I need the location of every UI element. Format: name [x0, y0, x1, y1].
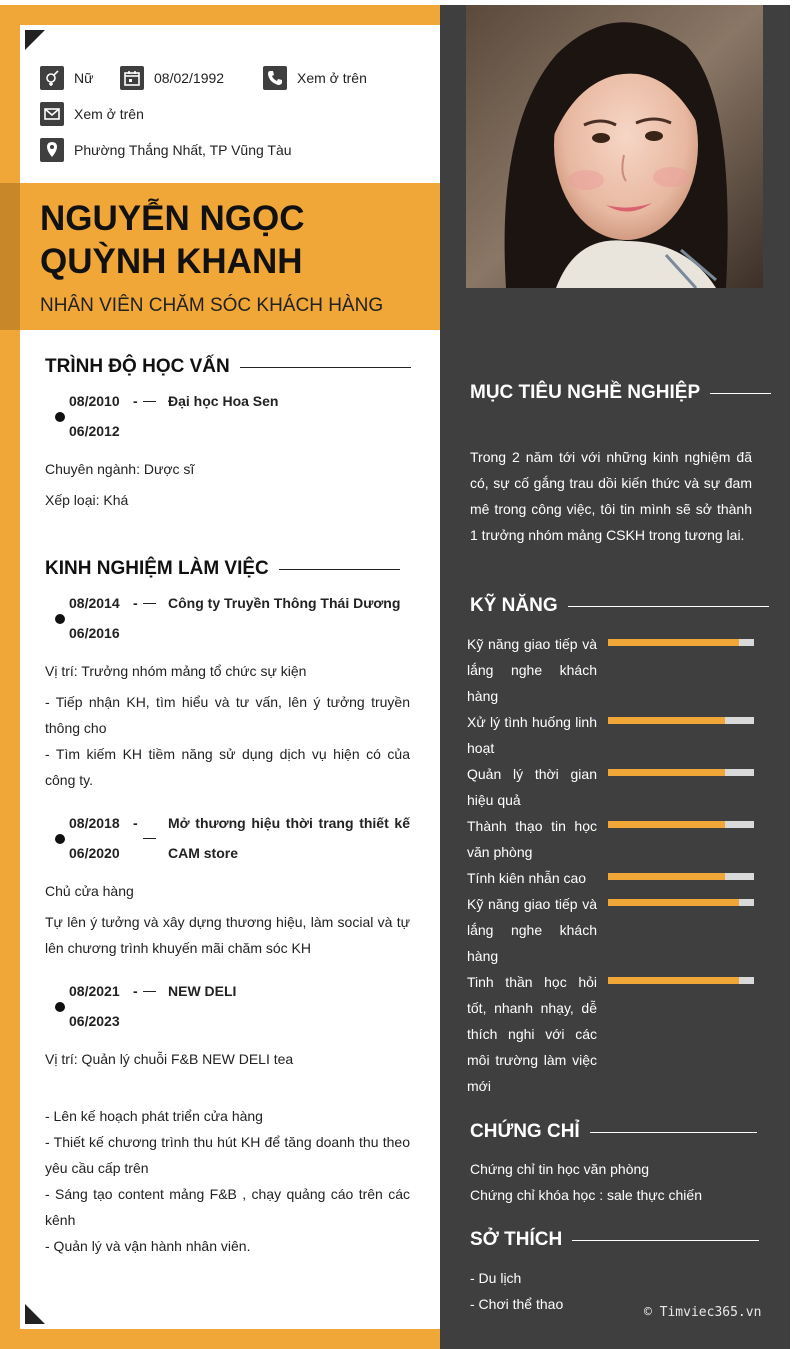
hobbies-title: SỞ THÍCH [470, 1229, 759, 1251]
skill-name: Xử lý tình huống linh hoạt [467, 714, 597, 756]
education-major: Chuyên ngành: Dược sĩ [45, 461, 195, 477]
calendar-icon [120, 66, 144, 90]
entry-end: 06/2016 [69, 625, 120, 641]
hobby-item: - Chơi thể thao [470, 1296, 564, 1312]
entry-start: 08/2014 [69, 595, 120, 611]
entry-start: 08/2010 [69, 393, 120, 409]
experience-3-line: - Quản lý và vận hành nhân viên. [45, 1238, 251, 1254]
entry-dash: - [133, 815, 138, 831]
entry-org: NEW DELI [168, 983, 237, 999]
entry-separator [143, 838, 156, 839]
experience-entry-3 [45, 976, 410, 1036]
birthdate-value: 08/02/1992 [154, 70, 225, 86]
watermark: © Timviec365.vn [644, 1305, 762, 1320]
gender-row [40, 66, 93, 90]
candidate-name: NGUYỄN NGỌC QUỲNH KHANH [40, 199, 305, 281]
certificate-item: Chứng chỉ tin học văn phòng [470, 1161, 650, 1177]
entry-separator [143, 603, 156, 604]
gender-icon [40, 66, 64, 90]
skill-name: Quản lý thời gian hiệu quả [467, 766, 597, 808]
birthdate-row [120, 66, 224, 90]
certificates-title: CHỨNG CHỈ [470, 1121, 757, 1143]
timeline-dot [55, 614, 65, 624]
experience-1-line: Vị trí: Trưởng nhóm mảng tổ chức sự kiện [45, 663, 307, 679]
skills-title: KỸ NĂNG [470, 595, 769, 617]
hobby-item: - Du lịch [470, 1270, 522, 1286]
entry-org: Đại học Hoa Sen [168, 393, 279, 409]
skill-bar-fill [608, 821, 725, 828]
skill-bar-fill [608, 639, 739, 646]
entry-start: 08/2021 [69, 983, 120, 999]
experience-3-line: - Thiết kế chương trình thu hút KH để tăng doanh thu theo yêu cầu cấp trên [45, 1134, 410, 1176]
email-value: Xem ở trên [74, 106, 144, 122]
phone-row [263, 66, 367, 90]
experience-1-line: - Tiếp nhận KH, tìm hiểu và tư vấn, lên ý tưởng truyền thông cho [45, 694, 410, 736]
experience-2-line: Chủ cửa hàng [45, 883, 134, 899]
certificate-item: Chứng chỉ khóa học : sale thực chiến [470, 1187, 702, 1203]
experience-3-line: Vị trí: Quản lý chuỗi F&B NEW DELI tea [45, 1051, 294, 1067]
experience-title: KINH NGHIỆM LÀM VIỆC [45, 558, 400, 580]
email-icon [40, 102, 64, 126]
entry-end: 06/2020 [69, 845, 120, 861]
skill-bar-fill [608, 769, 725, 776]
profile-photo [466, 5, 763, 288]
skill-bar [608, 821, 754, 828]
entry-separator [143, 991, 156, 992]
education-entry [45, 386, 410, 446]
skill-bar [608, 977, 754, 984]
entry-separator [143, 401, 156, 402]
objective-title: MỤC TIÊU NGHỀ NGHIỆP [470, 382, 771, 404]
skill-bar [608, 639, 754, 646]
skill-name: Kỹ năng giao tiếp và lắng nghe khách hàng [467, 636, 597, 704]
address-value: Phường Thắng Nhất, TP Vũng Tàu [74, 142, 292, 158]
entry-end: 06/2023 [69, 1013, 120, 1029]
experience-entry-2 [45, 808, 410, 868]
timeline-dot [55, 1002, 65, 1012]
skill-bar [608, 899, 754, 906]
entry-end: 06/2012 [69, 423, 120, 439]
education-grade: Xếp loại: Khá [45, 492, 129, 508]
skill-bar-fill [608, 873, 725, 880]
entry-dash: - [133, 393, 138, 409]
skill-name: Tinh thần học hỏi tốt, nhanh nhạy, dễ thích nghi với các môi trường làm việc mới [467, 974, 597, 1094]
location-pin-icon [40, 138, 64, 162]
skill-name: Tính kiên nhẫn cao [467, 870, 587, 886]
phone-icon [263, 66, 287, 90]
skill-bar [608, 873, 754, 880]
objective-text: Trong 2 năm tới với những kinh nghiệm đã có, sự cố gắng trau dồi kiến thức và sự đam mê trong công việc, tôi tin mình sẽ sở thành 1 trưởng nhóm mảng CSKH trong tương lai. [470, 449, 752, 543]
name-band-edge [0, 183, 20, 330]
experience-1-line: - Tìm kiếm KH tiềm năng sử dụng dịch vụ hiện có của công ty. [45, 746, 410, 788]
experience-entry-1 [45, 588, 410, 648]
address-row [40, 138, 292, 162]
entry-org: Công ty Truyền Thông Thái Dương [168, 595, 401, 611]
entry-start: 08/2018 [69, 815, 120, 831]
experience-3-line: - Sáng tạo content mảng F&B , chạy quảng cáo trên các kênh [45, 1186, 410, 1228]
experience-3-line: - Lên kế hoạch phát triển cửa hàng [45, 1108, 263, 1124]
skill-bar [608, 769, 754, 776]
skill-bar-fill [608, 977, 739, 984]
skill-bar-fill [608, 717, 725, 724]
phone-value: Xem ở trên [297, 70, 367, 86]
email-row [40, 102, 144, 126]
candidate-role: NHÂN VIÊN CHĂM SÓC KHÁCH HÀNG [40, 295, 384, 316]
timeline-dot [55, 834, 65, 844]
skill-name: Thành thạo tin học văn phòng [467, 818, 597, 860]
timeline-dot [55, 412, 65, 422]
experience-2-line: Tự lên ý tưởng và xây dựng thương hiệu, làm social và tự lên chương trình khuyến mãi chăm sóc KH [45, 914, 410, 956]
entry-org: Mở thương hiệu thời trang thiết kế CAM store [168, 815, 410, 861]
corner-decoration-top [25, 30, 45, 50]
gender-value: Nữ [74, 70, 94, 86]
corner-decoration-bottom [25, 1304, 45, 1324]
profile-photo-illustration [466, 5, 763, 288]
entry-dash: - [133, 983, 138, 999]
skill-bar [608, 717, 754, 724]
skill-name: Kỹ năng giao tiếp và lắng nghe khách hàng [467, 896, 597, 964]
education-title: TRÌNH ĐỘ HỌC VẤN [45, 356, 411, 378]
entry-dash: - [133, 595, 138, 611]
skill-bar-fill [608, 899, 739, 906]
